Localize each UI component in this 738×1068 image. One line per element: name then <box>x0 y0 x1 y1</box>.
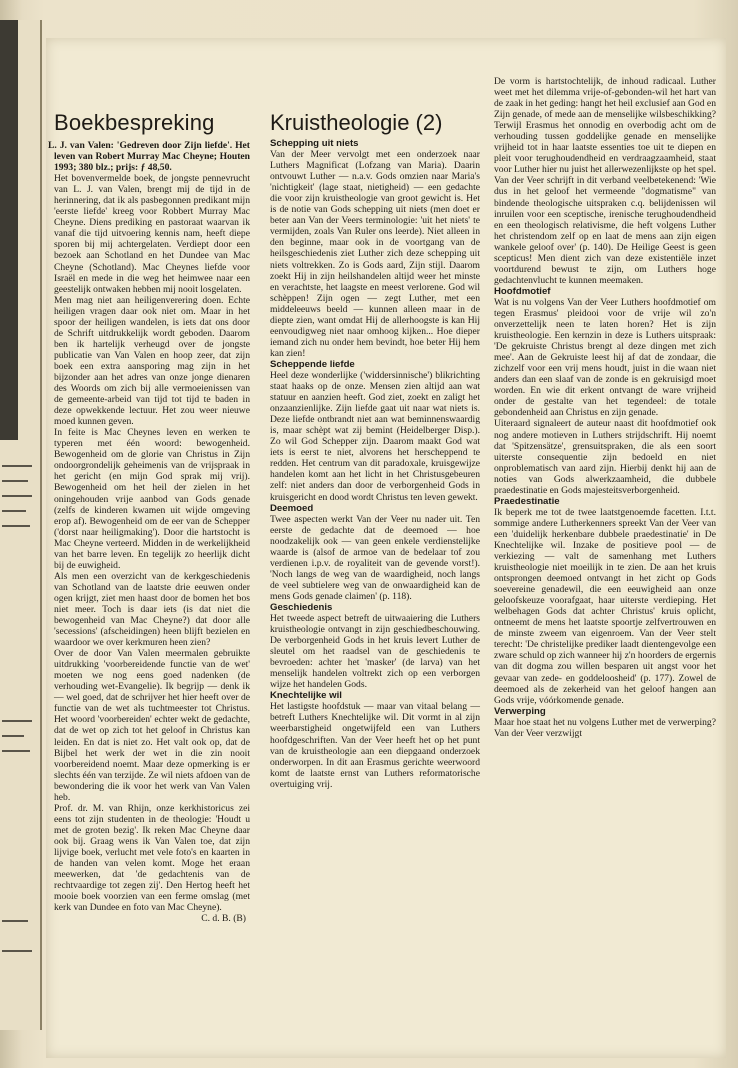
review-paragraph: Over de door Van Valen meermalen gebruikte uitdrukking 'voorbereidende functie van de wet' moeten we nog eens goed nadenken (de verhouding wet-Evangelie). Ik begrijp — denk ik — wel goed, dat de schrijver het hier heeft over de functie van de wet als tuchtmeester tot Christus. Het woord 'voorbereiden' echter wekt de gedachte, dat de wet op zich tot het geloof in Christus kan leiden. En dat is niet zo. Het valt ook op, dat de Bijbel het werk der wet in die zin nooit voorbereidend noemt. Maar deze opmerking is er slechts één van terzijde. Ze wil niets afdoen van de bewondering die ik voor het werk van Van Valen heb. <box>54 648 250 803</box>
previous-page-text-line <box>2 735 24 737</box>
previous-page-photo <box>0 20 18 440</box>
review-signature: C. d. B. (B) <box>201 913 246 925</box>
previous-page-text-line <box>2 950 32 952</box>
section-text: Het lastigste hoofdstuk — maar van vitaal belang — betreft Luthers Knechtelijke wil. Dit vormt in al zijn weerbarstigheid ongetwijfeld een van Luthers hoofdgeschriften. Van der Veer heeft het op het punt van de kruistheologie aan een diepgaand onderzoek onderworpen. In dit aan Erasmus gerichte weerwoord komt de laatste ernst van Luthers reformatorische overtuiging vrij. <box>270 701 480 790</box>
review-paragraph: Als men een overzicht van de kerkgeschiedenis van Schotland van de laatste drie eeuwen onder ogen krijgt, ziet men haast door de bomen het bos niet meer. Toch is daar iets (is dat niet die bewogenheid van Mac Cheyne?) dat door alle 'secessions' (afscheidingen) heen blijft bezielen en waardoor we over kerkmuren heen zien? <box>54 570 250 649</box>
section-heading: Deemoed <box>270 502 314 514</box>
section-text: De vorm is hartstochtelijk, de inhoud radicaal. Luther weet met het dilemma vrije-of-gebonden-wil het hart van de zaak in het geding: hangt het heil exclusief aan God en Zijn genade, of mede aan de menselijke wilsbeschikking? Terwijl Erasmus het onnodig en overbodig acht om de verhouding tussen goddelijke genade en menselijke vrijheid tot in haar laatste essenties toe uit te diepen en pleit voor terughoudendheid en verdraagzaamheid, staat voor Luther hier nu juist het allerwezenlijkste op het spel. Van der Veer schrijft in dit verband veelbetekenend: 'Wie dus in het geloof het vermeende "dogmatisme" van bindende theologische uitspraken c.q. belijdenissen wil inruilen voor een sceptische, irenische terughoudendheid en een theologisch relativisme, die heft volgens Luther het christendom zelf op en laat de mens aan zijn eigen wankele geloof over' (p. 140). De Heilige Geest is geen scepticus! Men dient zich van deze existentiële inzet voortdurend bewust te zijn, om Luthers hoge gedachtenvlucht te kunnen meemaken. <box>494 76 716 286</box>
previous-page-text-line <box>2 495 32 497</box>
article-title: Kruistheologie (2) <box>270 110 443 135</box>
previous-page-text-line <box>2 510 26 512</box>
article-column-2 <box>270 138 480 790</box>
section-text: Van der Meer vervolgt met een onderzoek naar Luthers Magnificat (Lofzang van Maria). Daarin ontvouwt Luther — n.a.v. Gods omzien naar Maria's 'nichtigkeit' (lage staat, nietigheid) — een gedachte die voor zijn kruistheologie van groot gewicht is. Het is de notie van Gods schepping uit niets (men doet er beter aan Van der Veers terminologie: 'uit het niets' te vermijden, zoals Van Ruler ons leerde). Niet alleen in den beginne, maar ook in de voortgang van de heilsgeschiedenis ziet Luther zich deze schepping uit niets voltrekken. Zo is Gods aard, Zijn stijl. Daarom zoekt Hij in zijn heilshandelen altijd weer het minste en verachtste, het laagste en meest verlorene. God wil schèppen! Zijn ogen — zegt Luther, met een middeleeuws beeld — kunnen alleen maar in de diepte zien, want omdat Hij de allerhoogste is kan Hij eenvoudigweg niet naar omhoog kijken... Hoe dieper iemand zich nu onder hem bevindt, hoe beter Hij hem kan zien! <box>270 149 480 359</box>
review-column <box>48 140 250 925</box>
review-book-details: L. J. van Valen: 'Gedreven door Zijn liefde'. Het leven van Robert Murray Mac Cheyne; Houten 1993; 380 blz.; prijs: ƒ 48,50. <box>48 140 250 174</box>
section-text: Het tweede aspect betreft de uitwaaiering die Luthers kruistheologie ontvangt in zijn geschiedbeschouwing. De verborgenheid Gods in het kruis levert Luther de sleutel om het raadsel van de geschiedenis te bevroeden: achter het 'masker' (de larva) van het menselijk handelen voltrekt zich op een verborgen wijze het handelen Gods. <box>270 613 480 691</box>
section-text: Ik beperk me tot de twee laatstgenoemde facetten. I.t.t. sommige andere Lutherkenners spreekt Van der Veer van een 'duidelijk herkenbare dubbele praedestinatie' in De Knechtelijke wil. Inzake de positieve pool — de verkiezing — valt de samenhang met Luthers kruistheologie niet moeilijk in te zien. De aan het kruis ontsprongen deemoed ontvangt in het zicht op Gods soevereine genadewil, die een eeuwigheid aan onze geloofskeuze voorafgaat, haar uiterste verdieping. Het welbehagen Gods dat achter Christus' kruis oplicht, ontneemt de mens het laatste spoortje zelfvertrouwen en de minste zweem van eigenroem. Van der Veer stelt terecht: 'De christelijke prediker laadt dientengevolge een zware schuld op zich wanneer hij z'n hoorders de ergernis van dit dogma zou willen besparen uit angst voor het gevaar van zede- en goddeloosheid' (p. 177). Zowel de deemoed als de zekerheid van het geloof hangen aan Gods vrije, vóórkomende genade. <box>494 506 716 706</box>
section-heading: Schepping uit niets <box>270 138 359 149</box>
review-paragraph: Prof. dr. M. van Rhijn, onze kerkhistoricus zei eens tot zijn studenten in de theologie: 'Houdt u met de groten bezig'. Ik reken Mac Cheyne daar ook bij. Graag wens ik Van Valen toe, dat zijn lijvige boek, verlucht met vele foto's en kaarten in de handen van velen komt. Moge het eraan meewerken, dat 'de gedachtenis van de rechtvaardige tot zegen zij'. Den Hertog heeft het mooie boek voorzien van een ferme omslag (met kerk van Dundee en foto van Mac Cheyne). <box>54 802 250 914</box>
section-heading: Geschiedenis <box>270 601 333 613</box>
previous-page-text-line <box>2 750 30 752</box>
previous-page-text-line <box>2 465 32 467</box>
section-text: Wat is nu volgens Van der Veer Luthers hoofdmotief om tegen Erasmus' pleidooi voor de vrije wil zo'n onverzettelijk neen te laten horen? Het is zijn kruistheologie. Een kernzin in deze is Luthers uitspraak: 'De gekruiste Christus brengt al deze dingen met zich mee'. Aan de Gekruiste leest hij af dat de zondaar, die zichzelf voor een vrij mens houdt, juist in die waan niet anders dan een slaaf van de zonde is en gekruisigd moet worden. En wie dit erkent ontvangt de ware vrijheid onder de gestalte van het tegendeel: de totale gebondenheid aan Christus en zijn genade. <box>494 296 716 419</box>
review-title: Boekbespreking <box>54 110 215 135</box>
section-heading: Verwerping <box>494 705 546 717</box>
section-text: Uiteraard signaleert de auteur naast dit hoofdmotief ook nog andere motieven in Luthers strijdschrift. Hij noemt dat 'Spitzensätze', grensuitspraken, die als een soort uiterste consequentie zijn bedoeld en niet onproblematisch van aard zijn. Hierbij denkt hij aan de noties van Gods alwerkzaamheid, die dubbele praedestinatie en Gods majesteitsverborgenheid. <box>494 418 716 496</box>
section-heading: Knechtelijke wil <box>270 690 342 702</box>
previous-page-text-line <box>2 720 32 722</box>
magazine-page <box>46 38 726 1058</box>
review-paragraph: Men mag niet aan heiligenverering doen. Echte heiligen vragen daar ook niet om. Maar in het spoor der heiligen wandelen, is iets dat ons door de Schrift uitdrukkelijk wordt geboden. Daarom ben ik hartelijk verheugd over de jongste publicatie van Van Valen en hoop zeer, dat zijn boek een extra aansporing mag zijn in het bijzonder aan het adres van onze jonge dienaren des Woords om zich bij alle vermoeienissen van de gemeente-arbeid van tijd tot tijd te baden in deze opwekkende lectuur. Het zou weer nieuwe moed kunnen geven. <box>54 294 250 428</box>
section-text: Maar hoe staat het nu volgens Luther met de verwerping? Van der Veer verzwijgt <box>494 716 716 739</box>
section-heading: Scheppende liefde <box>270 358 355 370</box>
section-heading: Hoofdmotief <box>494 285 551 297</box>
article-column-3 <box>494 76 716 739</box>
review-paragraph: In feite is Mac Cheynes leven en werken te typeren met één woord: bewogenheid. Bewogenheid om de glorie van Christus in Zijn ondoorgrondelijk geheimenis van de vrijspraak in het gericht (en mijn God sprak mij vrij). Bewogenheid om het heil der zielen in het oningehouden vrije aanbod van Gods genade (zelfs de kinderen kwamen uit wijde omgeving erop af). Bewogenheid om de eer van de Schepper ('dorst naar heiligmaking'). Door die hartstocht is Mac Cheyne verteerd. Midden in de werkelijkheid van het barre leven. En tegelijk zo heerlijk dicht bij de euwigheid. <box>54 427 250 571</box>
section-text: Twee aspecten werkt Van der Veer nu nader uit. Ten eerste de gedachte dat de deemoed — hoe noodzakelijk ook — van geen enkele verdienstelijke waarde is (alsof de armoe van de bedelaar tof zou verdienen i.p.v. de royaliteit van de gevende vorst!). 'Noch langs de weg van de waardigheid, noch langs de veel subtielere weg van de onwaardigheid kan de mens Gods genade claimen' (p. 118). <box>270 513 480 602</box>
previous-page-text-line <box>2 920 28 922</box>
previous-page-edge <box>0 20 42 1030</box>
previous-page-text-line <box>2 480 28 482</box>
section-heading: Praedestinatie <box>494 495 560 507</box>
review-paragraph: Het bovenvermelde boek, de jongste pennevrucht van L. J. van Valen, brengt mij de tijd in de herinnering, dat ik als pasbegonnen predikant mijn 'eerste liefde' kreeg voor Robbert Murray Mac Cheyne. Diens prediking en pastoraat waarvan ik vanaf die tijd uitvoering kennis nam, heeft diepe sporen bij mij achtergelaten. Verdiept door een bezoek aan Schotland en het Dundee van Mac Cheyne (Schotland). Mac Cheynes liefde voor Israël en mede in die weg het heimwee naar een geestelijk ontwaken hebben mij nooit losgelaten. <box>54 173 250 295</box>
previous-page-text-line <box>2 525 30 527</box>
section-text: Heel deze wonderlijke ('widdersinnische') blikrichting staat haaks op de onze. Mensen zien altijd aan wat statuur en aanzien heeft. God ziet, zoekt en zaligt het onzaanzienlijke. Zijn liefde gaat uit naar wat niets is. Deze liefde ontbrandt niet aan wat beminnenswaardig is, maar schèpt wat zij bemint (Heidelberger Disp.). Zo wil God Schepper zijn. Daarom maakt God wat iets is eerst te niet, alvorens het herscheppend te redden. Het centrum van dit paradoxale, kruisgewijze handelen komt aan het licht in het Christusgebeuren zelf: niet anders dan door de verborgenheid Gods in kruisgericht en dood wordt Christus ten leven gewekt. <box>270 369 480 503</box>
